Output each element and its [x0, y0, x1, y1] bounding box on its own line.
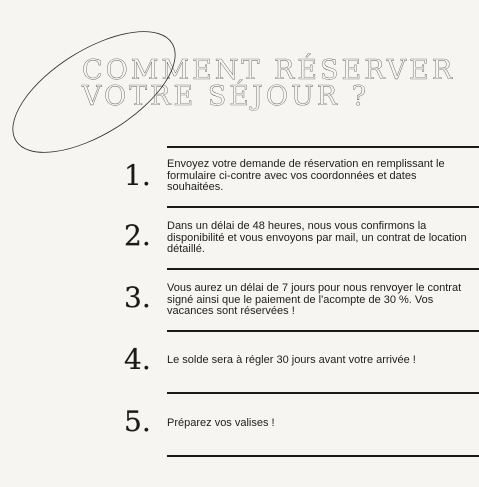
- page-title-line-1: COMMENT RÉSERVER: [82, 55, 456, 86]
- divider-line: [167, 146, 479, 148]
- step-number-2: 2.: [124, 219, 151, 252]
- step-number-4: 4.: [124, 343, 151, 376]
- step-number-5: 5.: [124, 405, 151, 438]
- page-title-line-2: VOTRE SÉJOUR ?: [82, 81, 370, 112]
- step-text-2: Dans un délai de 48 heures, nous vous confirmons la disponibilité et vous envoyons par mail, un contrat de location détaillé.: [167, 220, 467, 255]
- divider-line: [167, 455, 479, 457]
- page-title: [82, 55, 462, 112]
- step-text-4: Le solde sera à régler 30 jours avant votre arrivée !: [167, 354, 416, 366]
- step-text-3: Vous aurez un délai de 7 jours pour nous renvoyer le contrat signé ainsi que le paiement de l'acompte de 30 %. Vos vacances sont réservées !: [167, 282, 462, 317]
- divider-line: [167, 206, 479, 208]
- divider-line: [167, 392, 479, 394]
- divider-line: [167, 268, 479, 270]
- step-number-3: 3.: [124, 281, 151, 314]
- step-text-1: Envoyez votre demande de réservation en remplissant le formulaire ci-contre avec vos coordonnées et dates souhaitées.: [167, 158, 445, 193]
- step-text-5: Préparez vos valises !: [167, 417, 275, 429]
- step-number-1: 1.: [124, 159, 151, 192]
- divider-line: [167, 330, 479, 332]
